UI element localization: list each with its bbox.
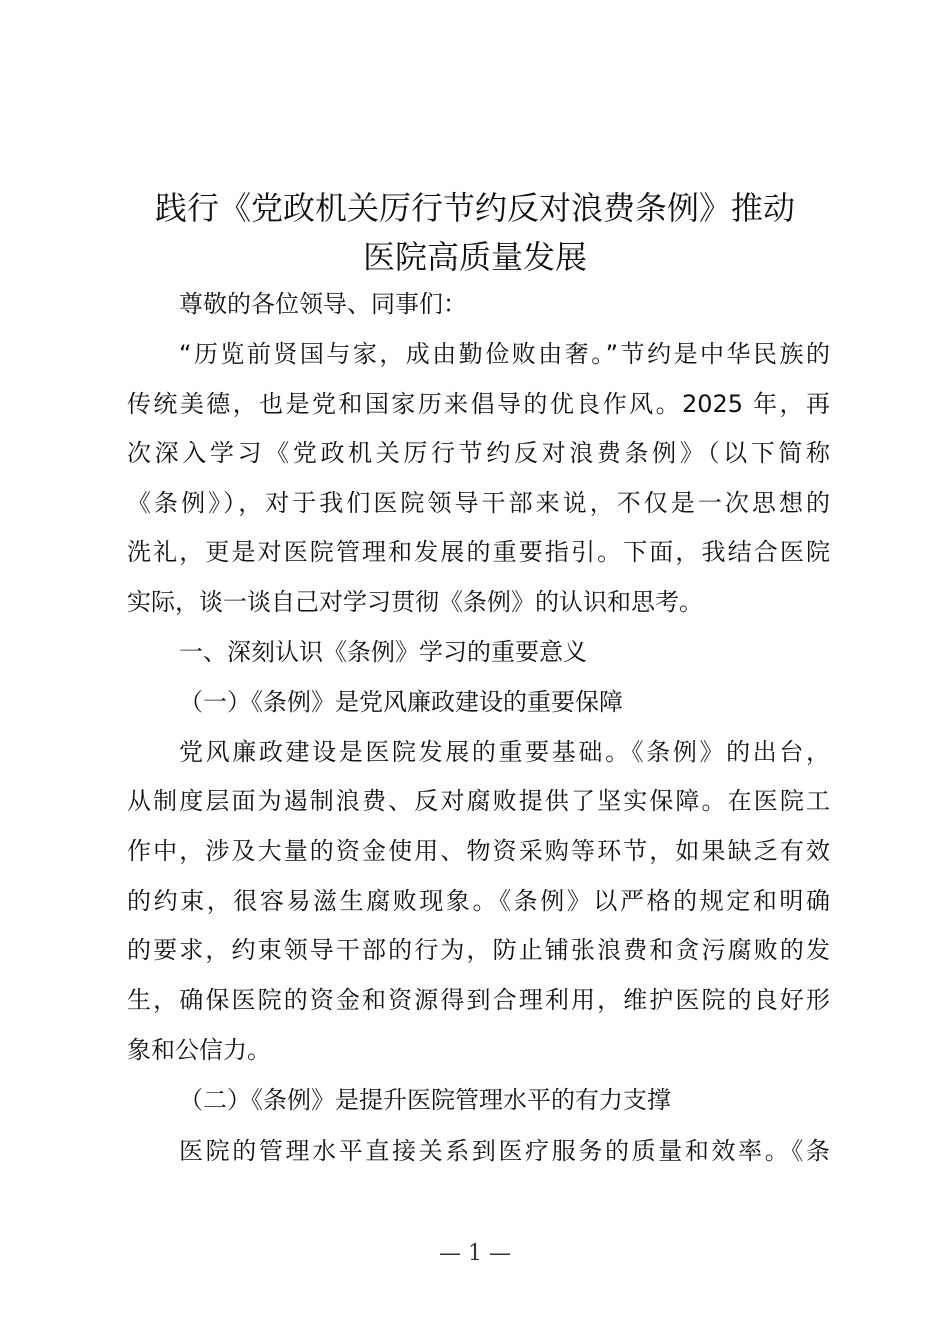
- paragraph-line: 生，确保医院的资金和资源得到合理利用，维护医院的良好形: [127, 986, 830, 1014]
- salutation: 尊敬的各位领导、同事们：: [179, 290, 467, 318]
- paragraph-line: 的要求，约束领导干部的行为，防止铺张浪费和贪污腐败的发: [127, 936, 830, 964]
- document-title-line-1: 践行《党政机关厉行节约反对浪费条例》推动: [154, 189, 795, 227]
- paragraph-line: 医院的管理水平直接关系到医疗服务的质量和效率。《条: [179, 1137, 830, 1165]
- subsection-heading: （二）《条例》是提升医院管理水平的有力支撑: [179, 1086, 671, 1114]
- paragraph-line: 次深入学习《党政机关厉行节约反对浪费条例》（以下简称: [127, 439, 830, 467]
- paragraph-line: 洗礼，更是对医院管理和发展的重要指引。下面，我结合医院: [127, 538, 830, 566]
- paragraph-line: 作中，涉及大量的资金使用、物资采购等环节，如果缺乏有效: [127, 837, 830, 865]
- document-title-line-2: 医院高质量发展: [362, 238, 587, 276]
- paragraph-line: 的约束，很容易滋生腐败现象。《条例》以严格的规定和明确: [127, 887, 830, 915]
- subsection-heading: （一）《条例》是党风廉政建设的重要保障: [179, 688, 623, 716]
- paragraph-line: 实际，谈一谈自己对学习贯彻《条例》的认识和思考。: [127, 588, 703, 616]
- paragraph-line: “历览前贤国与家，成由勤俭败由奢。”节约是中华民族的: [179, 340, 830, 368]
- section-heading: 一、深刻认识《条例》学习的重要意义: [179, 638, 587, 666]
- page-number: — 1 —: [439, 1241, 511, 1266]
- paragraph-line: 《条例》），对于我们医院领导干部来说，不仅是一次思想的: [127, 489, 830, 517]
- paragraph-line: 象和公信力。: [127, 1036, 271, 1064]
- paragraph-line: 从制度层面为遏制浪费、反对腐败提供了坚实保障。在医院工: [127, 787, 830, 815]
- paragraph-line: 传统美德，也是党和国家历来倡导的优良作风。2025 年，再: [127, 390, 830, 418]
- paragraph-line: 党风廉政建设是医院发展的重要基础。《条例》的出台，: [179, 738, 830, 766]
